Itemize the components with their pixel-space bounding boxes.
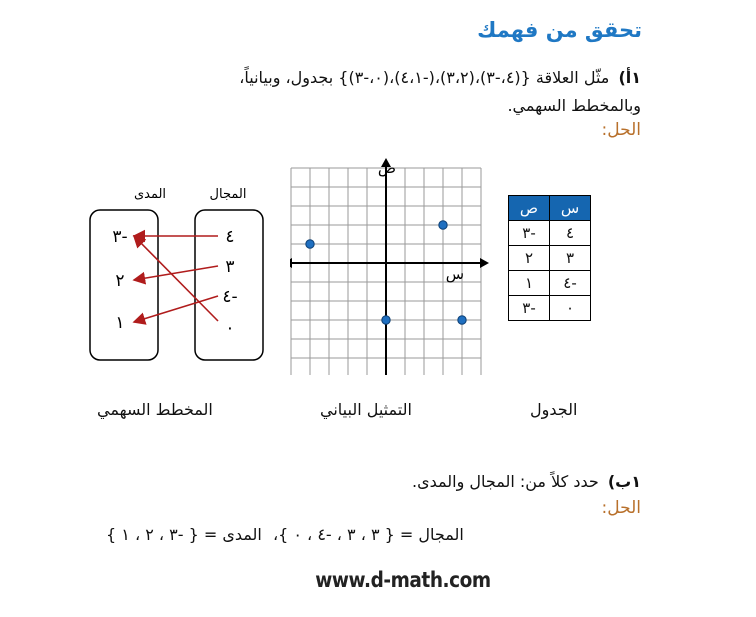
table-cell: ٢ — [509, 246, 550, 271]
graph-point — [306, 240, 314, 248]
table-row — [509, 221, 591, 246]
table-cell: ٠ — [550, 296, 591, 321]
table-row — [509, 271, 591, 296]
coordinate-graph — [290, 155, 490, 375]
table-cell: ٣ — [550, 246, 591, 271]
question-1b-text: حدد كلاً من: المجال والمدى. — [411, 472, 599, 491]
graph-point — [458, 316, 466, 324]
domain-value: -٤ — [222, 287, 238, 307]
graph-point — [382, 316, 390, 324]
y-axis-label: ص — [377, 159, 396, 177]
mapping-arrows — [134, 236, 218, 322]
x-axis-arrow-right — [480, 258, 489, 268]
domain-value: ٤ — [225, 227, 235, 247]
question-1a-text: مثّل العلاقة {(٤،-٣)،(٣،٢)،(-٤،١)،(٠،-٣)} بجدول، وبيانياً، — [239, 68, 610, 87]
range-label: المدى — [133, 187, 167, 202]
footer-url: www.d-math.com — [315, 568, 491, 592]
range-value: -٣ — [112, 227, 128, 247]
question-1b-label: ١ب) — [607, 472, 641, 491]
domain-value: ٣ — [225, 257, 235, 277]
table-header-x: س — [550, 196, 591, 221]
table-header-y: ص — [509, 196, 550, 221]
solution-label-2: الحل: — [601, 498, 641, 518]
range-answer: المدى = { -٣ ، ٢ ، ١ } — [106, 525, 262, 544]
table-cell: ٤ — [550, 221, 591, 246]
range-value: ١ — [115, 313, 125, 333]
relation-table — [508, 195, 591, 321]
domain-value: ٠ — [225, 318, 235, 338]
table-cell: ١ — [509, 271, 550, 296]
caption-graph: التمثيل البياني — [320, 400, 412, 419]
question-1b — [412, 472, 641, 491]
table-row — [509, 246, 591, 271]
table-cell: -٤ — [550, 271, 591, 296]
domain-values — [222, 227, 237, 338]
range-values — [112, 227, 127, 333]
caption-table: الجدول — [530, 400, 578, 419]
range-value: ٢ — [115, 271, 125, 291]
x-axis-arrow-left — [290, 258, 292, 268]
domain-label: المجال — [209, 187, 247, 202]
table-cell: -٣ — [509, 296, 550, 321]
question-1a-line2: وبالمخطط السهمي. — [507, 96, 641, 115]
domain-answer: المجال = { ٣ ، ٣ ، -٤ ، ٠ }، — [272, 525, 464, 544]
caption-arrow: المخطط السهمي — [97, 400, 213, 419]
page-title: تحقق من فهمك — [477, 18, 642, 42]
question-1a — [239, 68, 641, 87]
question-1a-label: ١أ) — [618, 68, 641, 87]
x-axis-label: س — [445, 265, 464, 283]
table-header-row — [509, 196, 591, 221]
table-row — [509, 296, 591, 321]
arrow-diagram — [80, 180, 280, 370]
graph-point — [439, 221, 447, 229]
solution-label-1: الحل: — [601, 120, 641, 140]
table-cell: -٣ — [509, 221, 550, 246]
answer-line — [100, 525, 464, 544]
